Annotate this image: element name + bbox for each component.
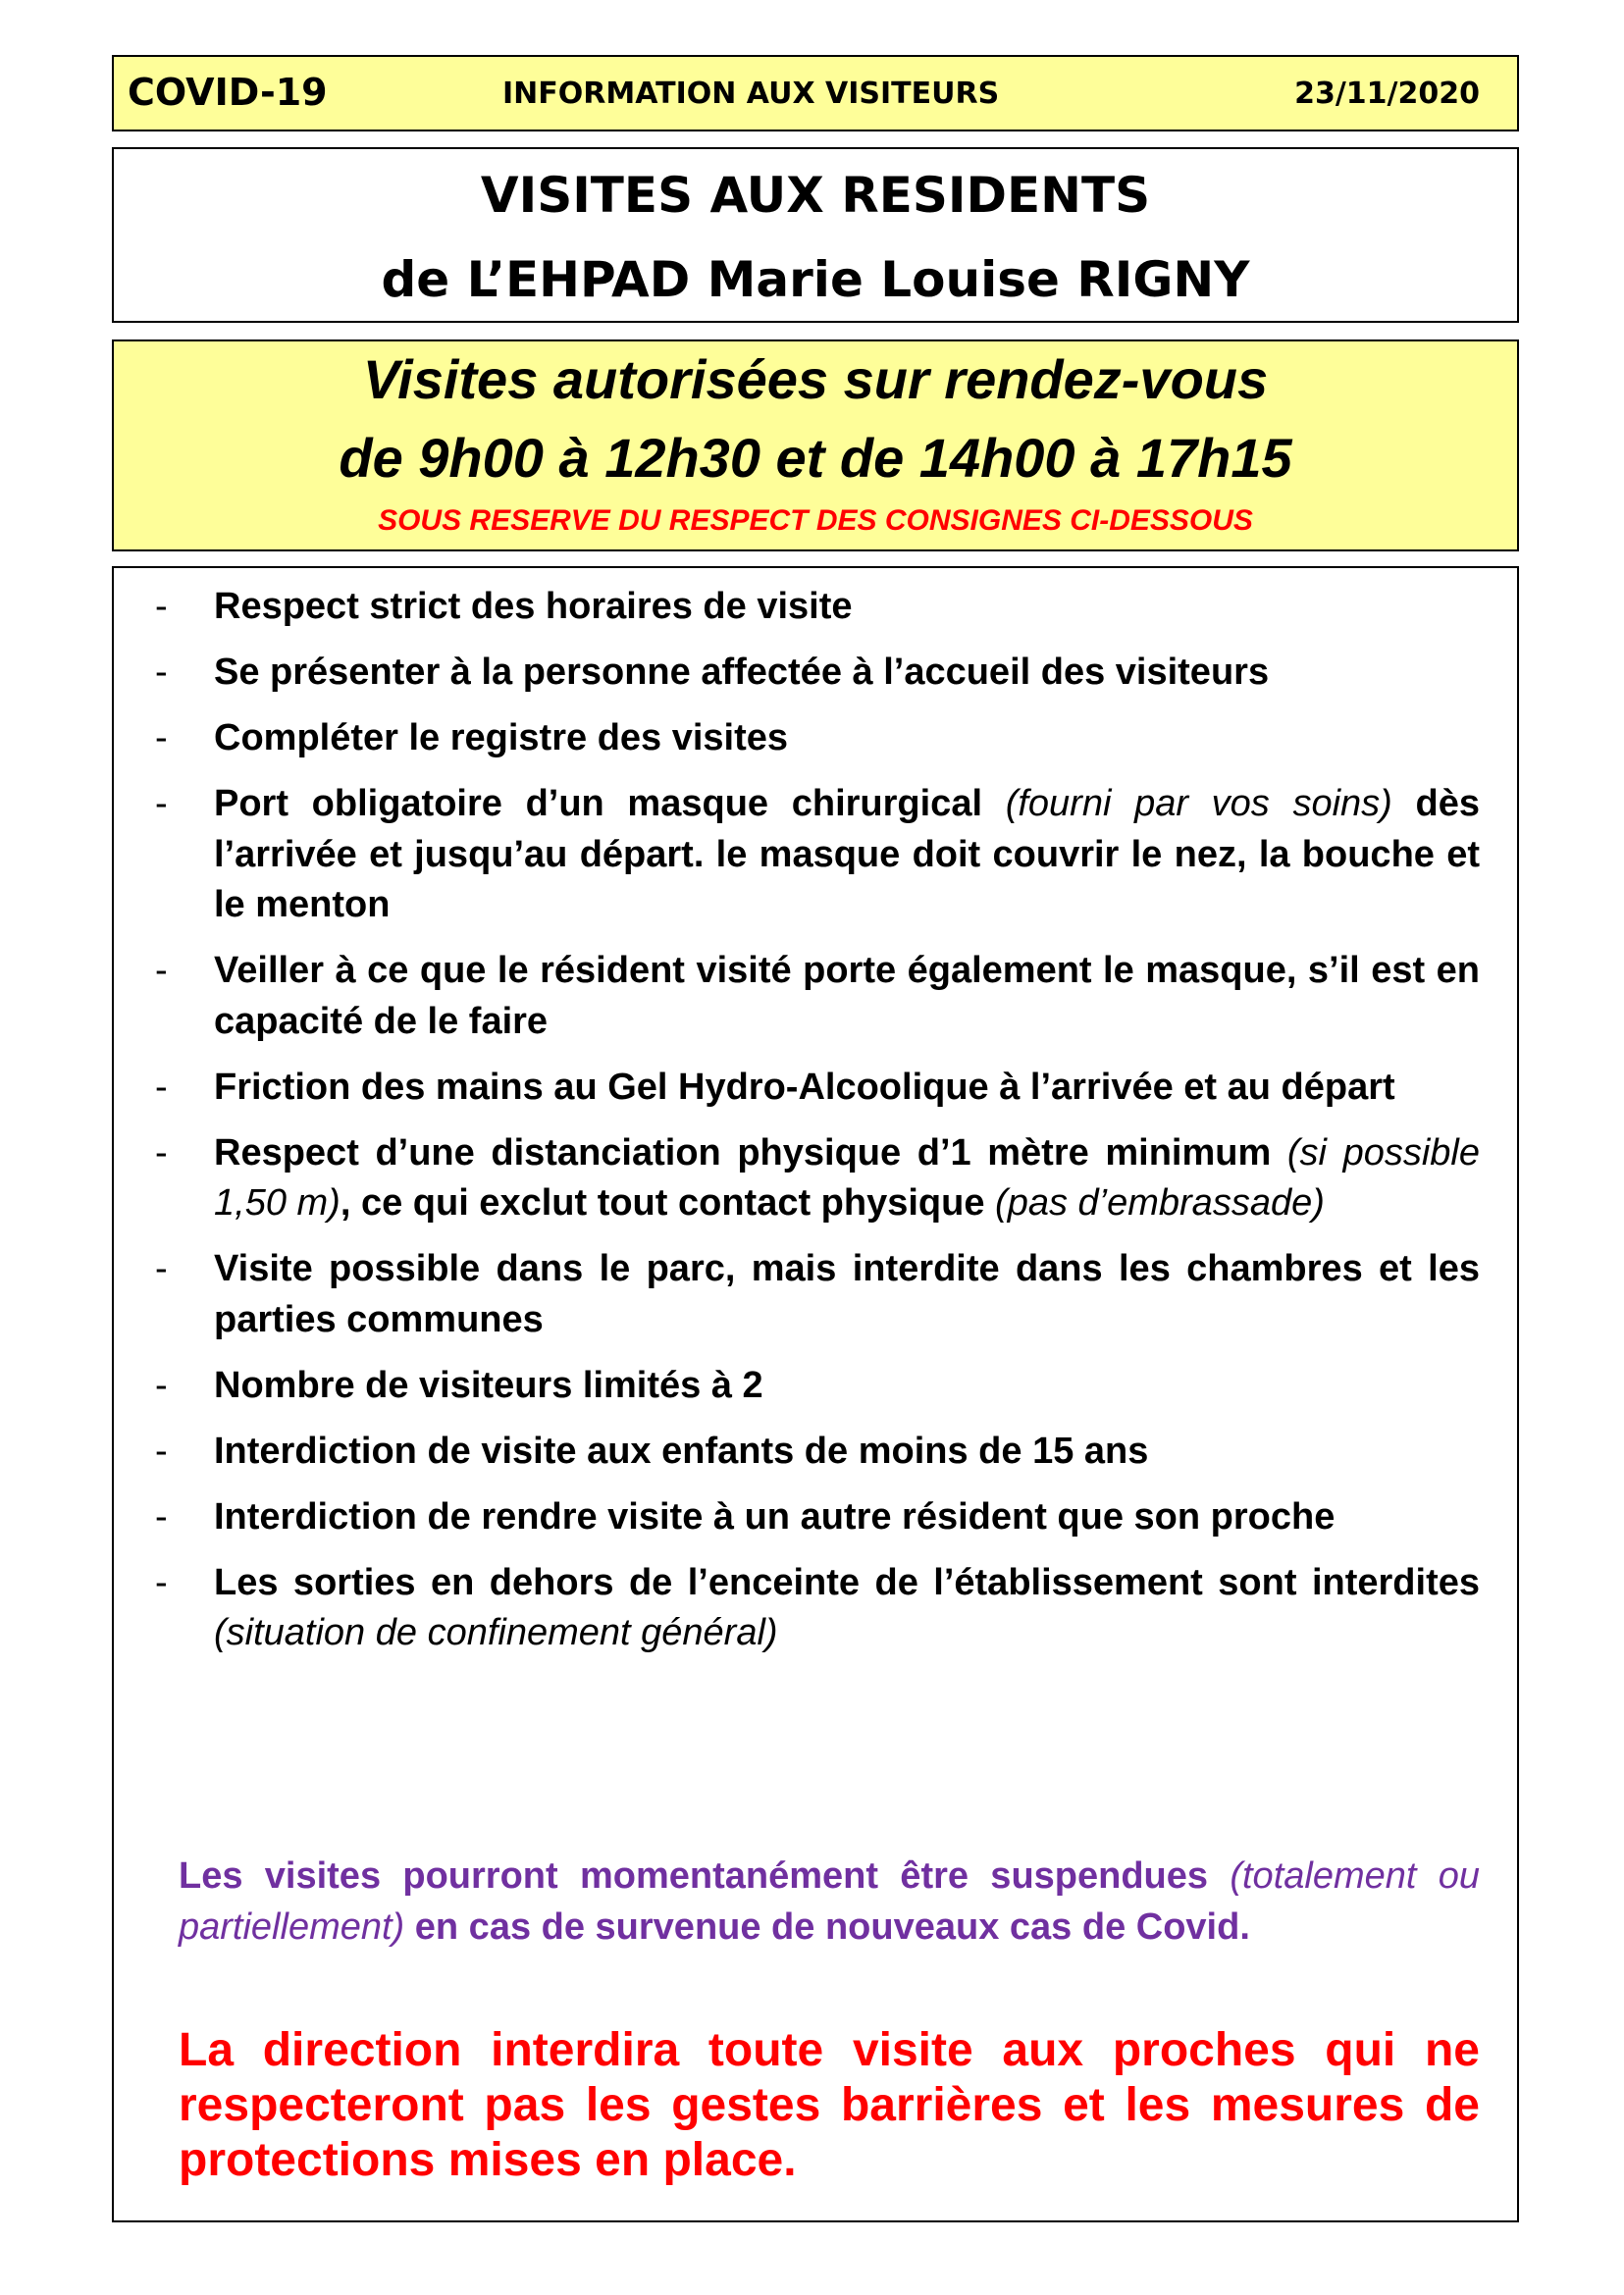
rule-text: Compléter le registre des visites: [214, 717, 789, 758]
rule-text: Visite possible dans le parc, mais interdite dans les chambres et les parties communes: [214, 1248, 1480, 1340]
rules-box: [112, 566, 1519, 2222]
direction-warning: La direction interdira toute visite aux proches qui ne respecteront pas les gestes barrières et les mesures de protections mises en place.: [179, 2024, 1480, 2186]
visiting-hours-line1: Visites autorisées sur rendez-vous: [362, 348, 1269, 410]
rule-text: Port obligatoire d’un masque chirurgical: [214, 783, 1006, 824]
covid-tag: COVID-19: [128, 71, 328, 114]
visiting-hours-box: [112, 339, 1519, 551]
rule-text: dès l’arrivée et jusqu’au départ. le masque doit couvrir le nez, la bouche et le menton: [214, 783, 1480, 925]
rule-item: [114, 713, 1517, 764]
bullet-dash: -: [155, 586, 168, 627]
bullet-dash: -: [155, 950, 168, 991]
rule-item: [114, 946, 1517, 1047]
rule-note: (si possible 1,50 m): [214, 1131, 1480, 1224]
suspension-text: en cas de survenue de nouveaux cas de Covid.: [404, 1905, 1250, 1948]
rule-text: Veiller à ce que le résident visité porte également le masque, s’il est en capacité de le faire: [214, 950, 1480, 1042]
header-banner: [112, 55, 1519, 131]
rule-item: [114, 1427, 1517, 1478]
suspension-note: (totalement ou partiellement): [179, 1855, 1480, 1948]
visiting-hours-line2: de 9h00 à 12h30 et de 14h00 à 17h15: [339, 427, 1292, 489]
rule-note: (fourni par vos soins): [1005, 783, 1392, 824]
rule-note: (situation de confinement général): [214, 1612, 778, 1653]
rule-text: Interdiction de rendre visite à un autre résident que son proche: [214, 1495, 1336, 1538]
title-box: [112, 147, 1519, 323]
rule-item: [114, 1361, 1517, 1412]
rule-text: Interdiction de visite aux enfants de moins de 15 ans: [214, 1430, 1149, 1472]
rule-item: [114, 1063, 1517, 1114]
rules-list: [114, 582, 1517, 1674]
rule-text: Se présenter à la personne affectée à l’accueil des visiteurs: [214, 652, 1270, 693]
rule-text: Respect strict des horaires de visite: [214, 586, 853, 627]
rule-text: Friction des mains au Gel Hydro-Alcoolique à l’arrivée et au départ: [214, 1066, 1395, 1108]
suspension-text: Les visites pourront momentanément être suspendues: [179, 1855, 1231, 1897]
rule-item: [114, 779, 1517, 931]
bullet-dash: -: [155, 1430, 168, 1472]
bullet-dash: -: [155, 1066, 168, 1108]
visiting-conditions-notice: SOUS RESERVE DU RESPECT DES CONSIGNES CI-DESSOUS: [378, 504, 1253, 537]
bullet-dash: -: [155, 1248, 168, 1289]
bullet-dash: -: [155, 1495, 168, 1538]
page-title-line2: de L’EHPAD Marie Louise RIGNY: [381, 251, 1250, 308]
bullet-dash: -: [155, 652, 168, 693]
bullet-dash: -: [155, 1561, 168, 1603]
rule-item: [114, 1492, 1517, 1543]
rule-item: [114, 1128, 1517, 1229]
rule-text: Nombre de visiteurs limités à 2: [214, 1364, 763, 1406]
rule-item: [114, 1244, 1517, 1345]
rule-text: Respect d’une distanciation physique d’1 mètre minimum: [214, 1131, 1287, 1174]
rule-item: [114, 582, 1517, 633]
header-subtitle: INFORMATION AUX VISITEURS: [502, 77, 1000, 111]
bullet-dash: -: [155, 783, 168, 824]
bullet-dash: -: [155, 717, 168, 758]
rule-text: Les sorties en dehors de l’enceinte de l’établissement sont interdites: [214, 1561, 1480, 1603]
rule-item: [114, 648, 1517, 699]
rule-item: [114, 1558, 1517, 1659]
bullet-dash: -: [155, 1364, 168, 1406]
rule-text: , ce qui exclut tout contact physique: [340, 1182, 996, 1224]
page-title-line1: VISITES AUX RESIDENTS: [480, 167, 1151, 224]
bullet-dash: -: [155, 1131, 168, 1174]
rule-note: (pas d’embrassade): [995, 1182, 1325, 1224]
header-date: 23/11/2020: [1294, 77, 1480, 111]
suspension-notice: [179, 1852, 1480, 1953]
